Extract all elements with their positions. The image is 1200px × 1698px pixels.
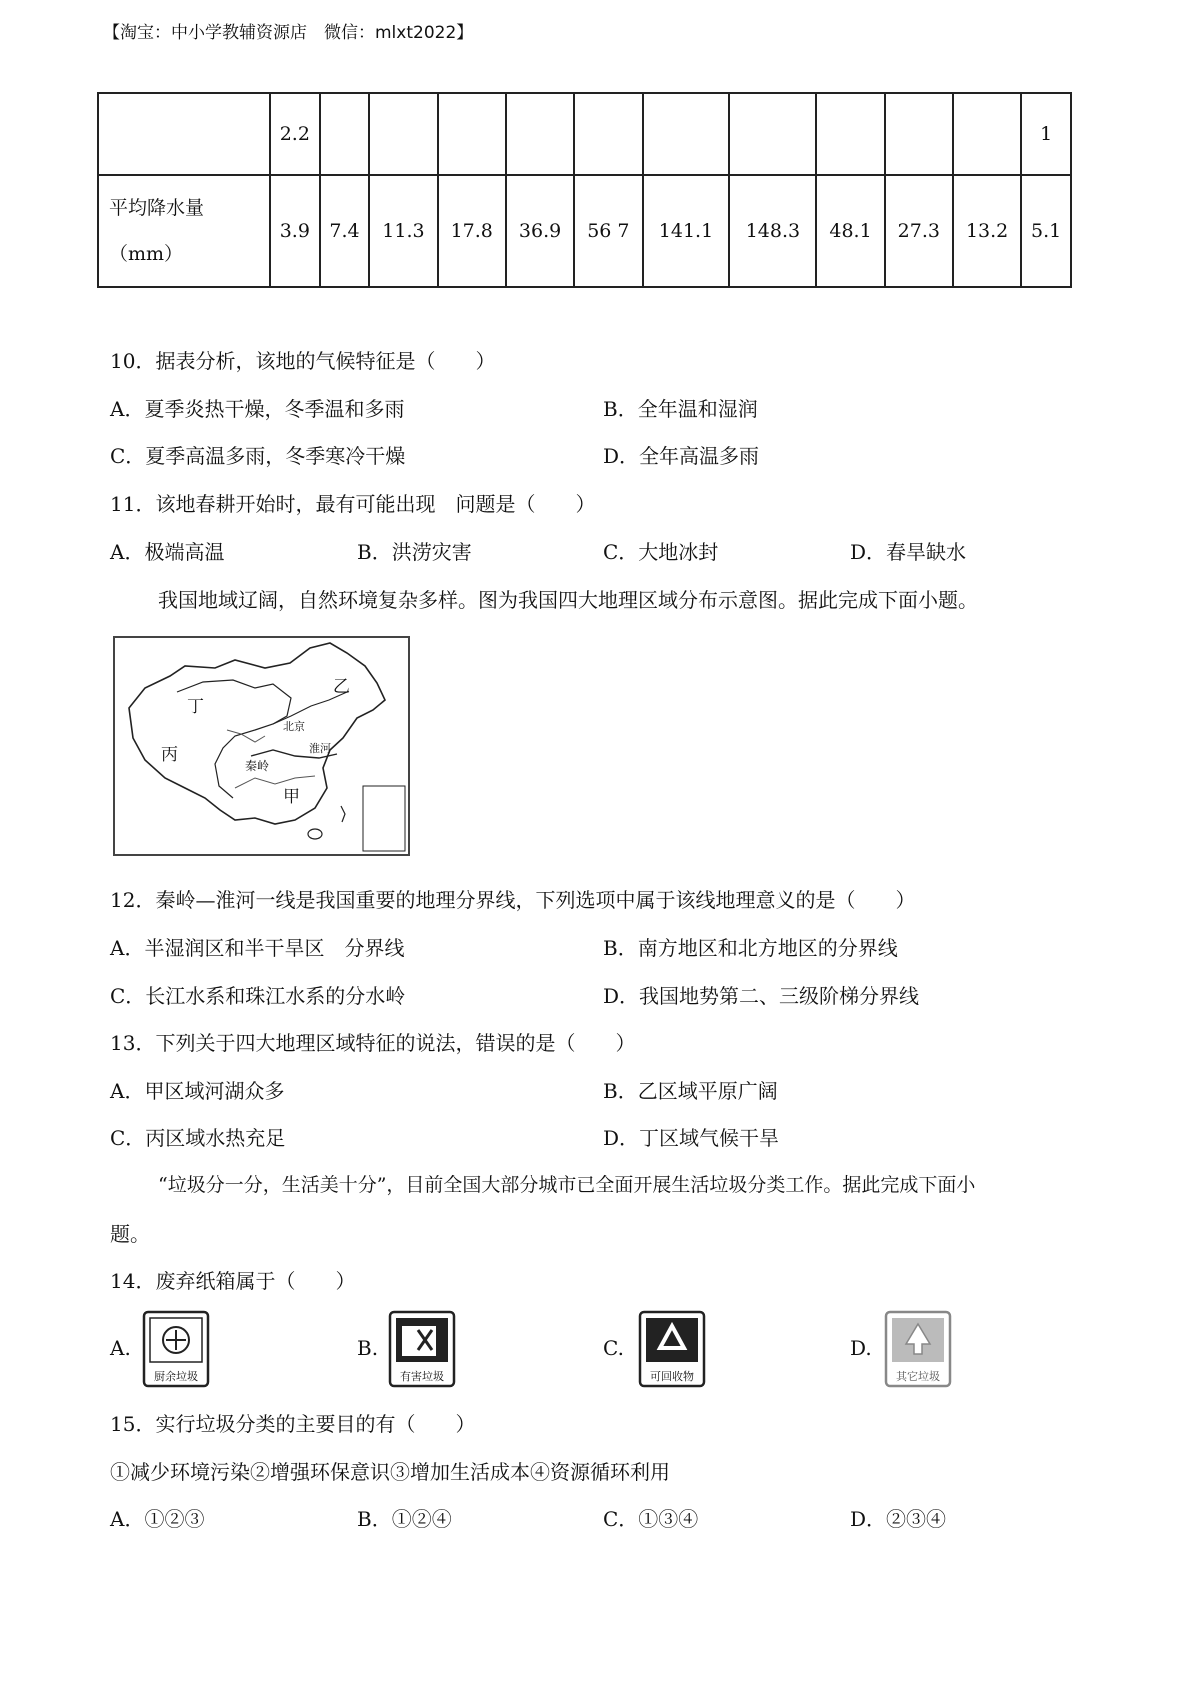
label-yi: 乙 [333,677,350,697]
bin-d-caption: 其它垃圾 [896,1370,940,1383]
table-cell [438,93,506,175]
table-cell: 56 7 [574,175,642,287]
q13-option-a[interactable]: A．甲区域河湖众多 [110,1079,285,1103]
table-cell: 13.2 [953,175,1021,287]
q14-option-a[interactable] [142,1310,210,1392]
q12-option-c[interactable]: C．长江水系和珠江水系的分水岭 [110,984,406,1008]
row-label-line2: （mm） [109,243,184,265]
q14-option-c[interactable] [638,1310,706,1392]
q12-option-d[interactable]: D．我国地势第二、三级阶梯分界线 [603,984,920,1008]
table-cell: 3.9 [270,175,320,287]
yangtze-river [235,776,315,788]
q14-option-a-label[interactable]: A. [110,1336,131,1360]
q14-option-c-label[interactable]: C. [603,1336,624,1360]
q11-option-b[interactable]: B．洪涝灾害 [357,540,472,564]
label-qinling: 秦岭 [245,759,270,773]
label-jia: 甲 [283,787,300,807]
table-cell: 5.1 [1021,175,1071,287]
table-row [98,175,1071,287]
table-cell: 48.1 [816,175,884,287]
q15-option-b[interactable]: B．①②④ [357,1507,452,1531]
q11-option-c[interactable]: C．大地冰封 [603,540,719,564]
question-13-stem: 13．下列关于四大地理区域特征的说法，错误的是（ ） [110,1031,636,1055]
table-cell: 2.2 [270,93,320,175]
bin-a-caption: 厨余垃圾 [154,1370,198,1383]
table-cell: 17.8 [438,175,506,287]
question-10-stem: 10．据表分析，该地的气候特征是（ ） [110,349,496,373]
recyclable-bin-icon [638,1310,706,1388]
q15-option-d[interactable]: D．②③④ [850,1507,947,1531]
q13-option-b[interactable]: B．乙区域平原广阔 [603,1079,778,1103]
table-cell [320,93,370,175]
question-14-stem: 14．废弃纸箱属于（ ） [110,1269,356,1293]
table-cell: 7.4 [320,175,370,287]
label-ding: 丁 [187,697,204,717]
table-cell: 36.9 [506,175,574,287]
table-cell: 148.3 [729,175,816,287]
q13-option-c[interactable]: C．丙区域水热充足 [110,1126,286,1150]
q12-option-b[interactable]: B．南方地区和北方地区的分界线 [603,936,898,960]
q10-option-a[interactable]: A．夏季炎热干燥，冬季温和多雨 [110,397,405,421]
china-regions-map [113,636,410,856]
map-drawing [115,638,408,854]
hazardous-waste-bin-icon [388,1310,456,1388]
q14-option-b[interactable] [388,1310,456,1392]
q10-option-c[interactable]: C．夏季高温多雨，冬季寒冷干燥 [110,444,406,468]
q15-option-a[interactable]: A．①②③ [110,1507,205,1531]
question-15-stem: 15．实行垃圾分类的主要目的有（ ） [110,1412,476,1436]
taiwan-island [341,806,345,822]
q14-option-d-label[interactable]: D. [850,1336,872,1360]
table-cell [506,93,574,175]
q10-option-b[interactable]: B．全年温和湿润 [603,397,758,421]
climate-table [97,92,1072,288]
q15-option-c[interactable]: C．①③④ [603,1507,699,1531]
south-china-sea-inset [363,786,405,851]
q11-option-d[interactable]: D．春旱缺水 [850,540,967,564]
bin-b-caption: 有害垃圾 [400,1370,444,1383]
passage-regions: 我国地域辽阔，自然环境复杂多样。图为我国四大地理区域分布示意图。据此完成下面小题。 [158,588,978,612]
other-waste-bin-icon [884,1310,952,1388]
table-cell [729,93,816,175]
china-outline [129,643,385,824]
q15-statement: ①减少环境污染②增强环保意识③增加生活成本④资源循环利用 [110,1460,670,1484]
table-cell [885,93,953,175]
kitchen-waste-bin-icon [142,1310,210,1388]
passage-garbage-line1: “垃圾分一分，生活美十分”，目前全国大部分城市已全面开展生活垃圾分类工作。据此完成下面小 [158,1174,976,1196]
q10-option-d[interactable]: D．全年高温多雨 [603,444,760,468]
row-label-line1: 平均降水量 [109,197,205,219]
q13-option-d[interactable]: D．丁区域气候干旱 [603,1126,780,1150]
yellow-river [227,730,265,742]
table-cell [98,93,270,175]
table-cell: 27.3 [885,175,953,287]
table-cell [574,93,642,175]
q11-option-a[interactable]: A．极端高温 [110,540,225,564]
q14-option-d[interactable] [884,1310,952,1392]
q14-option-b-label[interactable]: B. [357,1336,379,1360]
table-cell [643,93,730,175]
table-cell: 11.3 [369,175,437,287]
table-row [98,93,1071,175]
table-cell [369,93,437,175]
question-12-stem: 12．秦岭—淮河一线是我国重要的地理分界线，下列选项中属于该线地理意义的是（ ） [110,888,916,912]
table-cell [953,93,1021,175]
table-row-label [98,175,270,287]
label-huaihe: 淮河 [309,742,331,755]
bin-c-caption: 可回收物 [650,1370,694,1383]
hainan-island [308,829,322,839]
table-cell [816,93,884,175]
page-header: 【淘宝：中小学教辅资源店 微信：mlxt2022】 [103,23,474,43]
label-bing: 丙 [161,745,178,765]
question-11-stem: 11．该地春耕开始时，最有可能出现 问题是（ ） [110,492,596,516]
table-cell: 141.1 [643,175,730,287]
q12-option-a[interactable]: A．半湿润区和半干旱区 分界线 [110,936,405,960]
label-beijing: 北京 [283,720,305,733]
passage-garbage-line2: 题。 [110,1222,150,1246]
table-cell: 1 [1021,93,1071,175]
